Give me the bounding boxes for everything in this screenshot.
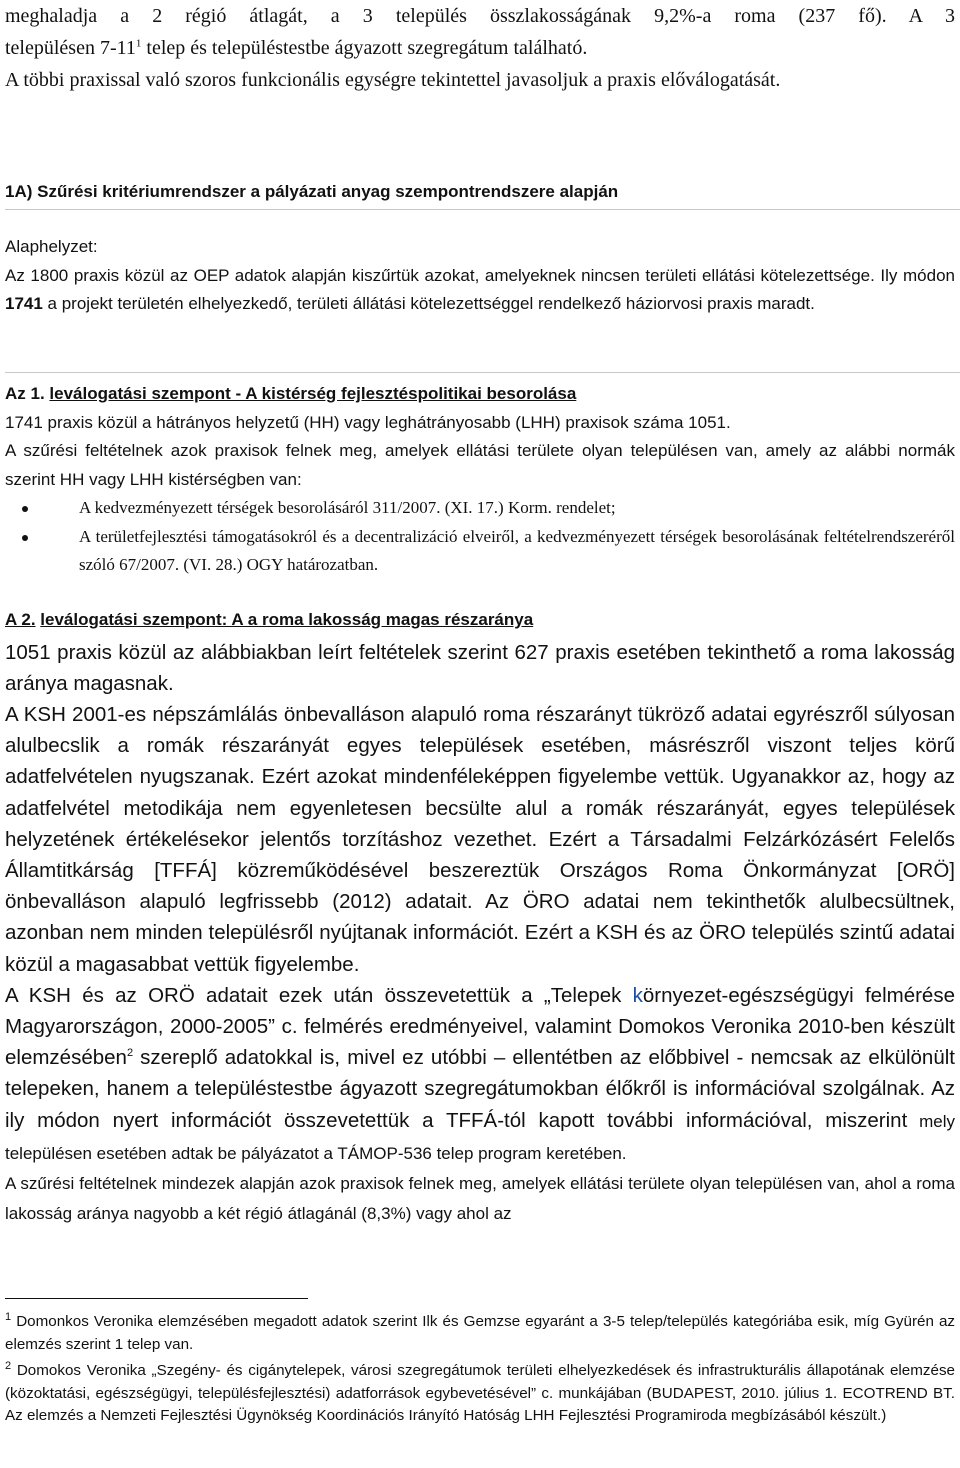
footnote-2: $^2$ Domokos Veronika „Szegény- és cigánytelepek, városi szegregátumok területi elhelyezkedések és infrastrukturális állapotának elemzése (közoktatási, egészségügyi, településfejlesztési) adatforrások egybevetésével” c. munkájában (BUDAPEST, 2010. július 1. ECOTREND BT. Az elemzés a Nemzeti Fejlesztési Ügynökség Koordinációs Irányító Hatóság LHH Fejlesztési Programiroda megbízásából készült.) xyxy=(5,1359,955,1424)
criterion-1-description: A szűrési feltételnek azok praxisok felnek meg, amelyek ellátási területe olyan településen van, amely az alábbi normák szerint HH vagy LHH kistérségben van: xyxy=(5,441,955,489)
bullet-icon xyxy=(22,535,28,541)
intro-line-2: településen $7-11^1$ telep és településtestbe ágyazott szegregátum található. xyxy=(5,37,588,59)
footnote-divider xyxy=(5,1298,308,1299)
footnotes-block xyxy=(5,1311,955,1428)
footnote-1: $^1$ Domonkos Veronika elemzésében megadott adatok szerint Ilk és Gemzse egyaránt a 3-5 telep/település kategóriába esik, míg Gyürén az elemzés szerint 1 telep van. xyxy=(5,1310,955,1353)
list-item: A területfejlesztési támogatásokról és a decentralizáció elveiről, a kedvezményezett térségek besorolásának feltételrendszeréről szóló 67/2007. (VI. 28.) OGY határozatban. xyxy=(5,523,955,580)
criterion-1-summary: 1741 praxis közül a hátrányos helyzetű (HH) vagy leghátrányosabb (LHH) praxisok száma 1051. xyxy=(5,412,731,432)
heading-divider xyxy=(5,209,960,210)
criterion-1-bullet-list xyxy=(5,494,955,580)
baseline-label: Alaphelyzet: xyxy=(5,237,98,256)
baseline-text: Az 1800 praxis közül az OEP adatok alapján kiszűrtük azokat, amelyeknek nincsen területi ellátási kötelezettsége. Ily módon 1741 a projekt területén elhelyezkedő, területi állátási kötelezettséggel rendelkező háziorvosi praxis maradt. xyxy=(5,265,955,313)
intro-line-1: meghaladja a 2 régió átlagát, a 3 település összlakosságának 9,2%-a roma (237 fő). A 3 xyxy=(5,5,955,27)
intro-paragraph-2: A többi praxissal való szoros funkcionális egységre tekintettel javasoljuk a praxis előválogatását. xyxy=(5,69,781,91)
criterion-2-paragraph-2: A KSH 2001-es népszámlálás önbevalláson alapuló roma részarányt tükröző adatai egyrészről súlyosan alulbecslik a romák részarányát egyes települések esetében, másrészről viszont teljes körű adatfelvételen nyugszanak. Ezért azokat mindenféleképpen figyelembe vettük. Ugyanakkor az, hogy az adatfelvétel metodikája nem egyenletesen becsülte alul a romák részarányát, egyes települések helyzetének értékelésekor jelentős torzításhoz vezethet. Ezért a Társadalmi Felzárkózásért Felelős Államtitkárság [TFFÁ] közreműködésével beszereztük Országos Roma Önkormányzat [ORÖ] önbevalláson alapuló legfrissebb (2012) adatait. Az ÖRO adatai nem tekinthetők alulbecsültnek, azonban nem minden településről nyújtanak információt. Ezért a KSH és az ÖRO település szintű adatai közül a magasabbat vettük figyelembe. xyxy=(5,702,955,976)
criterion-2-title: leválogatási szempont: A a roma lakosság magas részaránya xyxy=(40,610,534,629)
criterion-2-paragraph-1: 1051 praxis közül az alábbiakban leírt feltételek szerint 627 praxis esetében tekinthető a roma lakosság aránya magasnak. xyxy=(5,640,955,695)
criterion-2-heading: A 2. leválogatási szempont: A a roma lakosság magas részaránya xyxy=(5,610,534,629)
criterion-2-block xyxy=(5,606,955,1229)
section-heading-block xyxy=(5,180,955,204)
footnote-ref-2: 2 xyxy=(126,1047,134,1060)
criterion-1-heading: Az 1. leválogatási szempont - A kistérség fejlesztéspolitikai besorolása xyxy=(5,384,577,403)
baseline-divider xyxy=(5,372,960,373)
criterion-1-block xyxy=(5,380,955,580)
intro-block xyxy=(5,0,955,96)
baseline-block xyxy=(5,233,955,319)
criterion-2-paragraph-4: A szűrési feltételnek mindezek alapján azok praxisok felnek meg, amelyek ellátási területe olyan településen van, ahol a roma lakosság aránya nagyobb a két régió átlagánál (8,3%) vagy ahol az xyxy=(5,1173,955,1223)
criterion-2-paragraph-3: A KSH és az ORÖ adatait ezek után összevetettük a „Telepek környezet-egészségügyi felmérése Magyarországon, 2000-2005” c. felmérés eredményeivel, valamint Domokos Veronika 2010-ben készült elemzésében$^2$ szereplő adatokkal is, mivel ez utóbbi – ellentétben az előbbivel - nemcsak az elkülönült telepeken, hanem a településtestbe ágyazott szegregátumokban élőkről is információval szolgálnak. Az ily módon nyert információt összevetettük a TFFÁ-tól kapott további információval, miszerint mely településen esetében adtak be pályázatot a TÁMOP-536 telep program keretében. xyxy=(5,983,955,1163)
criterion-1-title: leválogatási szempont - A kistérség fejlesztéspolitikai besorolása xyxy=(49,384,577,403)
section-heading: 1A) Szűrési kritériumrendszer a pályázati anyag szempontrendszere alapján xyxy=(5,182,619,201)
baseline-number: 1741 xyxy=(5,294,43,313)
list-item: A kedvezményezett térségek besorolásáról 311/2007. (XI. 17.) Korm. rendelet; xyxy=(5,494,955,523)
bullet-icon xyxy=(22,506,28,512)
footnote-ref-1: 1 xyxy=(135,37,142,50)
